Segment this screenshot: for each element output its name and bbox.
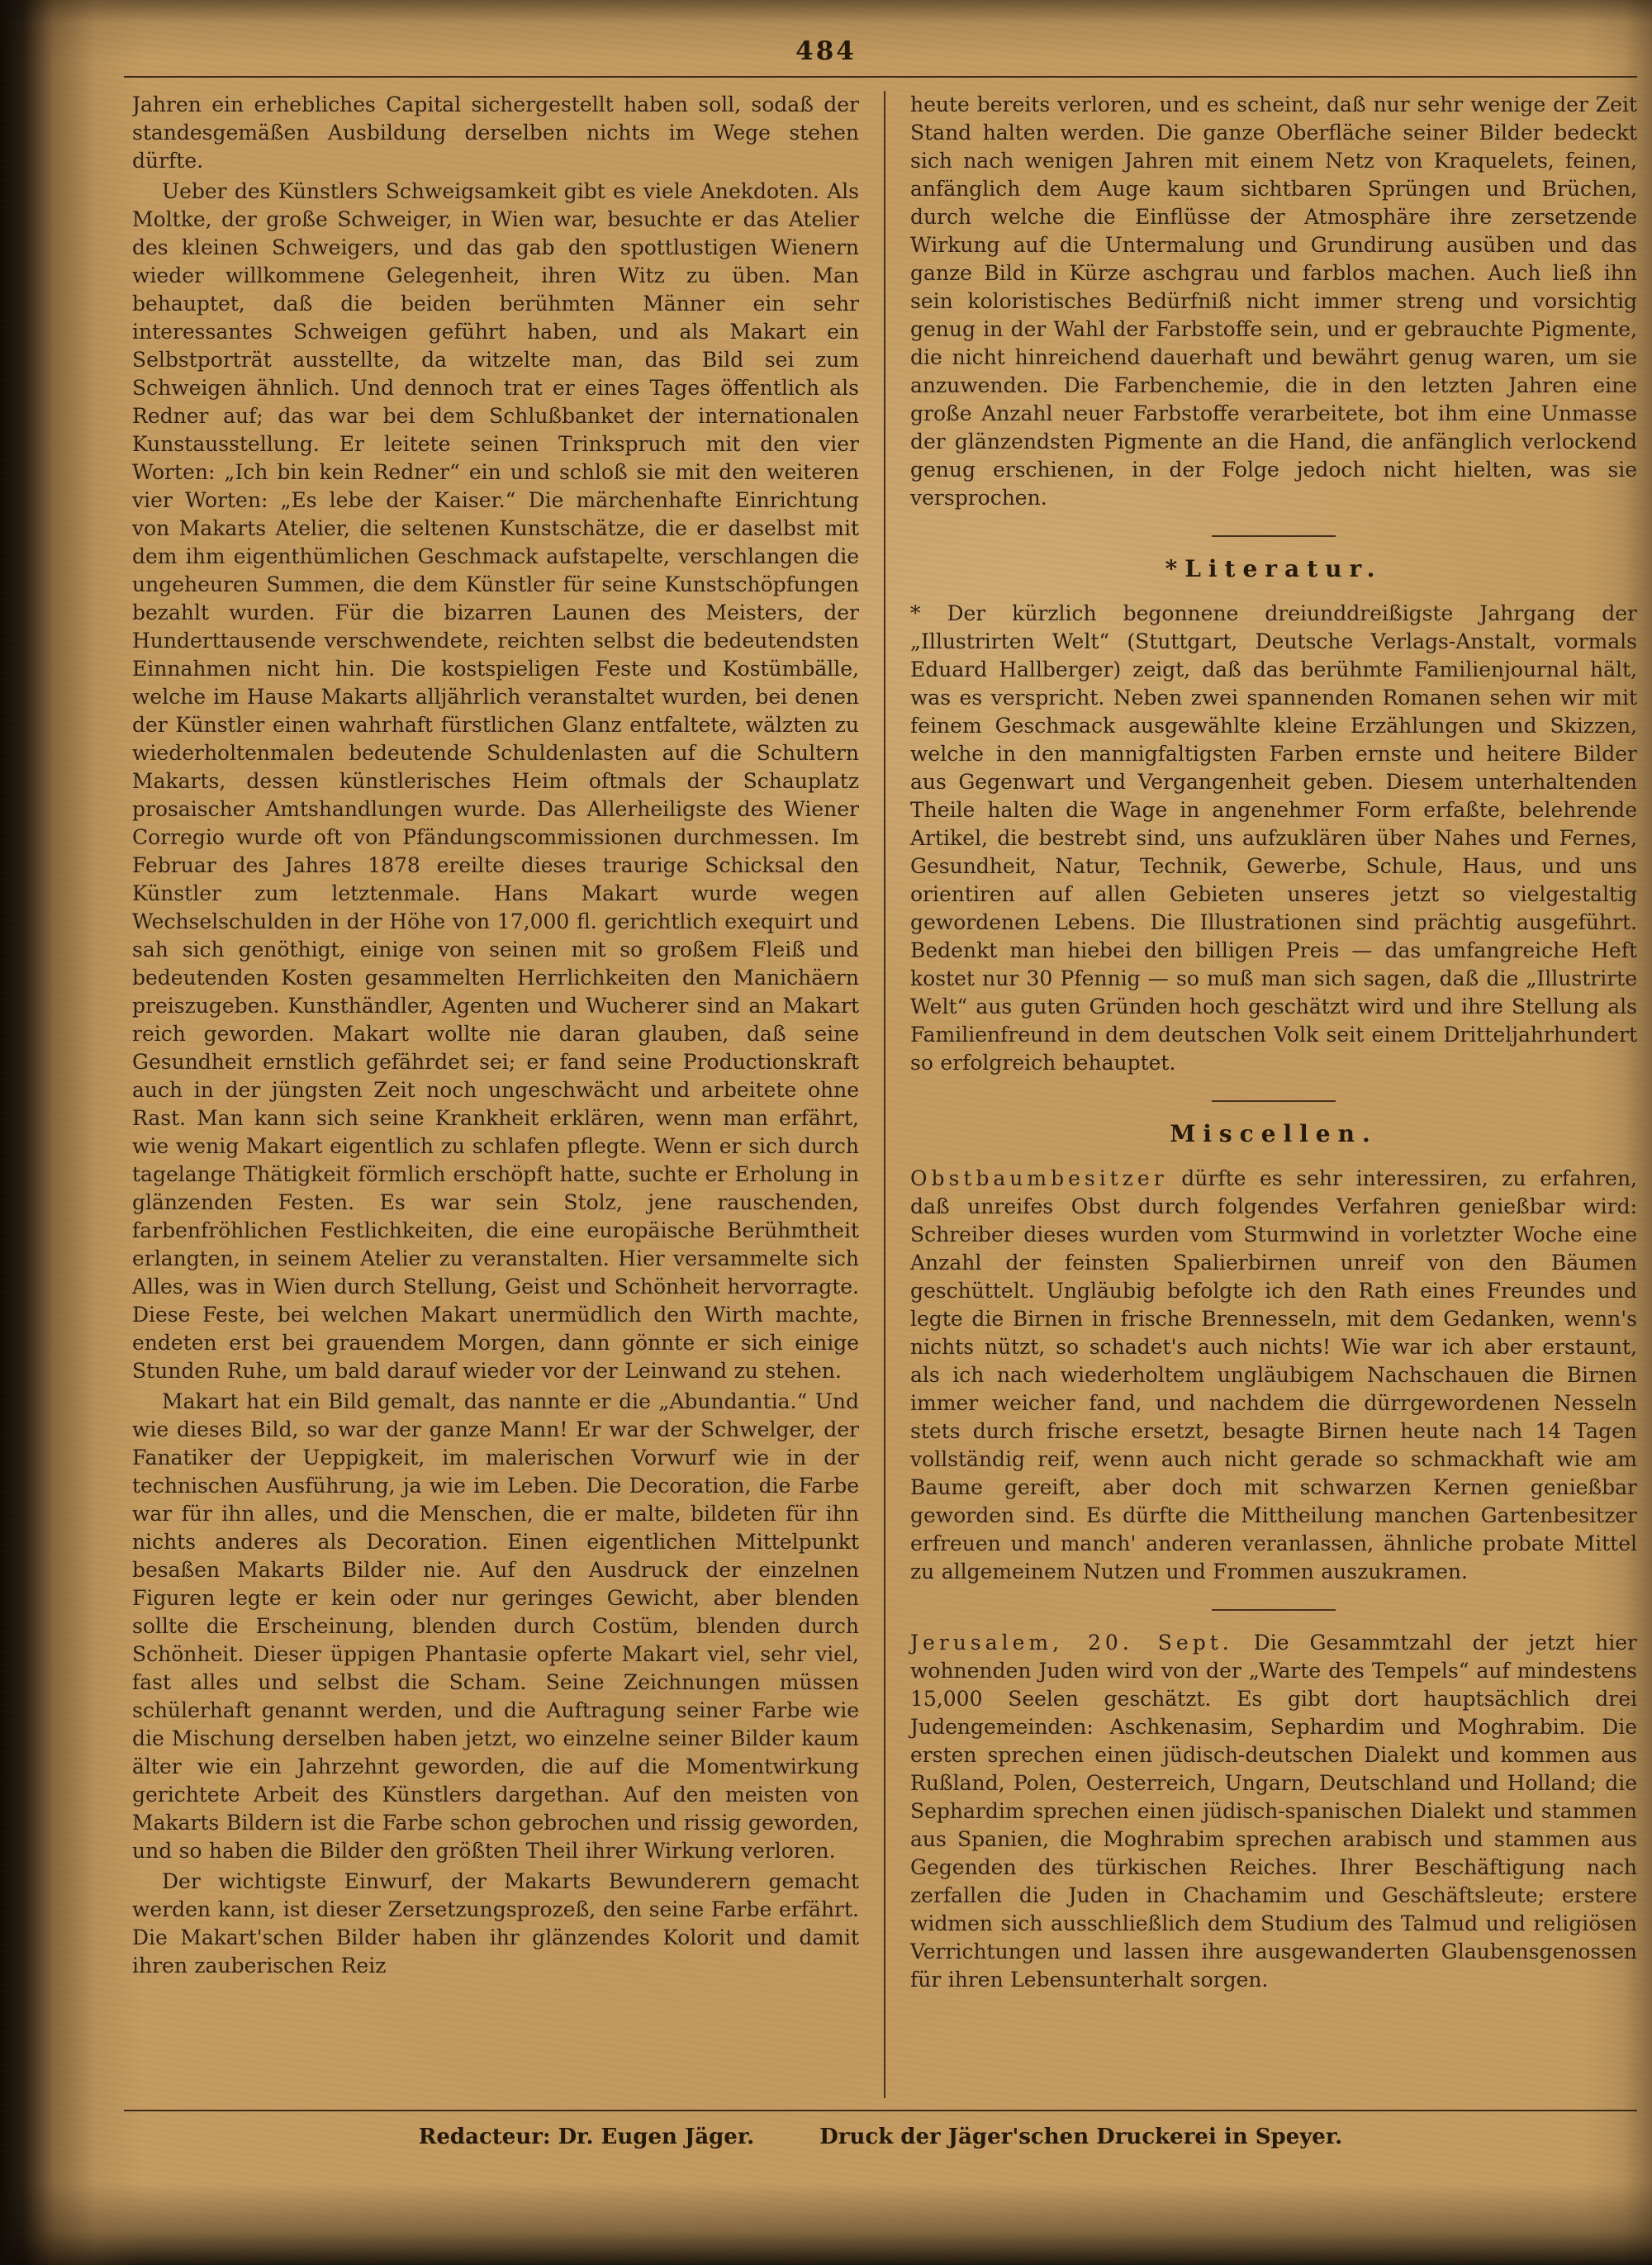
paragraph: Jahren ein erhebliches Capital sichergestellt haben soll, sodaß der standesgemäßen Ausbildung derselben nichts im Wege stehen dürfte. <box>132 93 859 173</box>
paragraph <box>910 1629 1637 1994</box>
paragraph-lead: Obstbaumbesitzer <box>910 1166 1168 1190</box>
footer-druck: Druck der Jäger'schen Druckerei in Speyer. <box>819 2125 1343 2149</box>
page-footer <box>124 2110 1637 2149</box>
page-number: 484 <box>795 36 857 66</box>
paragraph: * Der kürzlich begonnene dreiunddreißigste Jahrgang der „Illustrirten Welt“ (Stuttgart, Deutsche Verlags-Anstalt, vormals Eduard Hallberger) zeigt, daß das berühmte Familienjournal hält, was es verspricht. Neben zwei spannenden Romanen sehen wir mit feinem Geschmack ausgewählte kleine Erzählungen und Skizzen, welche in den mannigfaltigsten Farben ernste und heitere Bilder aus Gegenwart und Vergangenheit geben. Diesem unterhaltenden Theile halten die Wage in angenehmer Form erfaßte, belehrende Artikel, die bestrebt sind, uns aufzuklären über Nahes und Fernes, Gesundheit, Natur, Technik, Gewerbe, Schule, Haus, und uns orientiren auf allen Gebieten unseres jetzt so vielgestaltig gewordenen Lebens. Die Illustrationen sind prächtig ausgeführt. Bedenkt man hiebei den billigen Preis — das umfangreiche Heft kostet nur 30 Pfennig — so muß man sich sagen, daß die „Illustrirte Welt“ aus guten Gründen hoch geschätzt wird und ihre Stellung als Familienfreund in dem deutschen Volk seit einem Dritteljahrhundert so erfolgreich behauptet. <box>910 601 1637 1075</box>
footer-redacteur: Redacteur: Dr. Eugen Jäger. <box>418 2125 755 2149</box>
page-header <box>0 0 1652 78</box>
section-heading-literatur: *Literatur. <box>1165 555 1383 582</box>
paragraph: Makart hat ein Bild gemalt, das nannte er die „Abundantia.“ Und wie dieses Bild, so war der ganze Mann! Er war der Schwelger, der Fanatiker der Ueppigkeit, im malerischen Vorwurf wie in der technischen Ausführung, ja wie im Leben. Die Decoration, die Farbe war für ihn alles, und die Menschen, die er malte, bildeten für ihn nichts anderes als Decoration. Einen eigentlichen Mittelpunkt besaßen Makarts Bilder nie. Auf den Ausdruck der einzelnen Figuren legte er kein oder nur geringes Gewicht, aber blenden sollte die Erscheinung, blenden durch Costüm, blenden durch Schönheit. Dieser üppigen Phantasie opferte Makart viel, sehr viel, fast alles und selbst die Scham. Seine Zeichnungen müssen schülerhaft genannt werden, und die Auftragung seiner Farbe wie die Mischung derselben haben jetzt, wo einzelne seiner Bilder kaum älter wie ein Jahrzehnt geworden, die auf die Momentwirkung gerichtete Arbeit des Künstlers dargethan. Auf den meisten von Makarts Bildern ist die Farbe schon gebrochen und rissig geworden, und so haben die Bilder den größten Theil ihrer Wirkung verloren. <box>132 1389 859 1863</box>
paragraph <box>910 1165 1637 1586</box>
paragraph-lead: Jerusalem, 20. Sept. <box>910 1631 1233 1655</box>
right-column <box>884 91 1637 2098</box>
section-divider <box>1212 535 1336 537</box>
left-column <box>132 91 884 2098</box>
section-heading-miscellen: Miscellen. <box>1170 1120 1378 1147</box>
two-column-text-block <box>132 91 1637 2098</box>
paragraph: Der wichtigste Einwurf, der Makarts Bewunderern gemacht werden kann, ist dieser Zersetzungsprozeß, den seine Farbe erfährt. Die Makart'schen Bilder haben ihr glänzendes Kolorit und damit ihren zauberischen Reiz <box>132 1869 859 1978</box>
paragraph: heute bereits verloren, und es scheint, daß nur sehr wenige der Zeit Stand halten werden. Die ganze Oberfläche seiner Bilder bedeckt sich nach wenigen Jahren mit einem Netz von Kraquelets, feinen, anfänglich dem Auge kaum sichtbaren Sprüngen und Brüchen, durch welche die Einflüsse der Atmosphäre ihre zersetzende Wirkung auf die Untermalung und Grundirung ausüben und das ganze Bild in Kürze aschgrau und farblos machen. Auch ließ ihn sein koloristisches Bedürfniß nicht immer streng und vorsichtig genug in der Wahl der Farbstoffe sein, und er gebrauchte Pigmente, die nicht hinreichend dauerhaft und bewährt genug waren, um sie anzuwenden. Die Farbenchemie, die in den letzten Jahren eine große Anzahl neuer Farbstoffe verarbeitete, bot ihm eine Unmasse der glänzendsten Pigmente an die Hand, die anfänglich verlockend genug erschienen, in der Folge jedoch nicht hielten, was sie versprochen. <box>910 93 1637 510</box>
section-divider <box>1212 1609 1336 1611</box>
paragraph-text: Die Gesammtzahl der jetzt hier wohnenden Juden wird von der „Warte des Tempels“ auf mindestens 15,000 Seelen geschätzt. Es gibt dort hauptsächlich drei Judengemeinden: Aschkenasim, Sephardim und Moghrabim. Die ersten sprechen einen jüdisch-deutschen Dialekt und kommen aus Rußland, Polen, Oesterreich, Ungarn, Deutschland und Holland; die Sephardim sprechen einen jüdisch-spanischen Dialekt und stammen aus Spanien, die Moghrabim sprechen arabisch und stammen aus Gegenden des türkischen Reiches. Ihrer Beschäftigung nach zerfallen die Juden in Chachamim und Geschäftsleute; erstere widmen sich ausschließlich dem Studium des Talmud und religiösen Verrichtungen und lassen ihre ausgewanderten Glaubensgenossen für ihren Lebensunterhalt sorgen. <box>910 1631 1637 1992</box>
paragraph: Ueber des Künstlers Schweigsamkeit gibt es viele Anekdoten. Als Moltke, der große Schweiger, in Wien war, besuchte er das Atelier des kleinen Schweigers, und das gab den spottlustigen Wienern wieder willkommene Gelegenheit, ihren Witz zu üben. Man behauptet, daß die beiden berühmten Männer ein sehr interessantes Schweigen geführt haben, und als Makart ein Selbstporträt ausstellte, da witzelte man, das Bild sei zum Schweigen ähnlich. Und dennoch trat er eines Tages öffentlich als Redner auf; das war bei dem Schlußbanket der internationalen Kunstausstellung. Er leitete seinen Trinkspruch mit den vier Worten: „Ich bin kein Redner“ ein und schloß sie mit den weiteren vier Worten: „Es lebe der Kaiser.“ Die märchenhafte Einrichtung von Makarts Atelier, die seltenen Kunstschätze, die er daselbst mit dem ihm eigenthümlichen Geschmack aufstapelte, verschlangen die ungeheuren Summen, die dem Künstler für seine Kunstschöpfungen bezahlt wurden. Für die bizarren Launen des Meisters, der Hunderttausende verschwendete, reichten selbst die bedeutendsten Einnahmen nicht hin. Die kostspieligen Feste und Kostümbälle, welche im Hause Makarts alljährlich veranstaltet wurden, bei denen der Künstler einen wahrhaft fürstlichen Glanz entfaltete, wälzten zu wiederholtenmalen bedeutende Schuldenlasten auf die Schultern Makarts, dessen künstlerisches Heim oftmals der Schauplatz prosaischer Amtshandlungen wurde. Das Allerheiligste des Wiener Corregio wurde oft von Pfändungscommissionen durchmessen. Im Februar des Jahres 1878 ereilte dieses traurige Schicksal den Künstler zum letztenmale. Hans Makart wurde wegen Wechselschulden in der Höhe von 17,000 fl. gerichtlich exequirt und sah sich genöthigt, einige von seinen mit so großem Fleiß und bedeutenden Kosten gesammelten Herrlichkeiten den Manichäern preiszugeben. Kunsthändler, Agenten und Wucherer sind an Makart reich geworden. Makart wollte nie daran glauben, daß seine Gesundheit ernstlich gefährdet sei; er fand seine Productionskraft auch in der jüngsten Zeit noch ungeschwächt und arbeitete ohne Rast. Man kann sich seine Krankheit erklären, wenn man erfährt, wie wenig Makart eigentlich zu schlafen pflegte. Wenn er sich durch tagelange Thätigkeit förmlich erschöpft hatte, suchte er Erholung in glänzenden Festen. Es war sein Stolz, jene rauschenden, farbenfröhlichen Festlichkeiten, die eine europäische Berühmtheit erlangten, in seinem Atelier zu veranstalten. Hier versammelte sich Alles, was in Wien durch Stellung, Geist und Schönheit hervorragte. Diese Feste, bei welchen Makart unermüdlich den Wirth machte, endeten erst bei grauendem Morgen, dann gönnte er sich einige Stunden Ruhe, um bald darauf wieder vor der Leinwand zu stehen. <box>132 179 859 1383</box>
header-rule <box>124 76 1637 78</box>
paragraph-text: dürfte es sehr interessiren, zu erfahren, daß unreifes Obst durch folgendes Verfahren genießbar wird: Schreiber dieses wurden vom Sturmwind in vorletzter Woche eine Anzahl der feinsten Spalierbirnen unreif von den Bäumen geschüttelt. Ungläubig befolgte ich den Rath eines Freundes und legte die Birnen in frische Brennesseln, mit dem Gedanken, wenn's nichts nützt, so schadet's auch nichts! Wie war ich aber erstaunt, als ich nach wiederholtem ungläubigem Nachschauen die Birnen immer weicher fand, und nachdem die dürrgewordenen Nesseln stets durch frische ersetzt, besagte Birnen heute nach 14 Tagen vollständig reif, wenn auch nicht gerade so schmackhaft wie am Baume gereift, aber doch mit schwarzen Kernen genießbar geworden sind. Es dürfte die Mittheilung manchen Gartenbesitzer erfreuen und manch' anderen veranlassen, ähnliche probate Mittel zu allgemeinem Nutzen und Frommen auszukramen. <box>910 1166 1637 1584</box>
section-divider <box>1212 1100 1336 1102</box>
